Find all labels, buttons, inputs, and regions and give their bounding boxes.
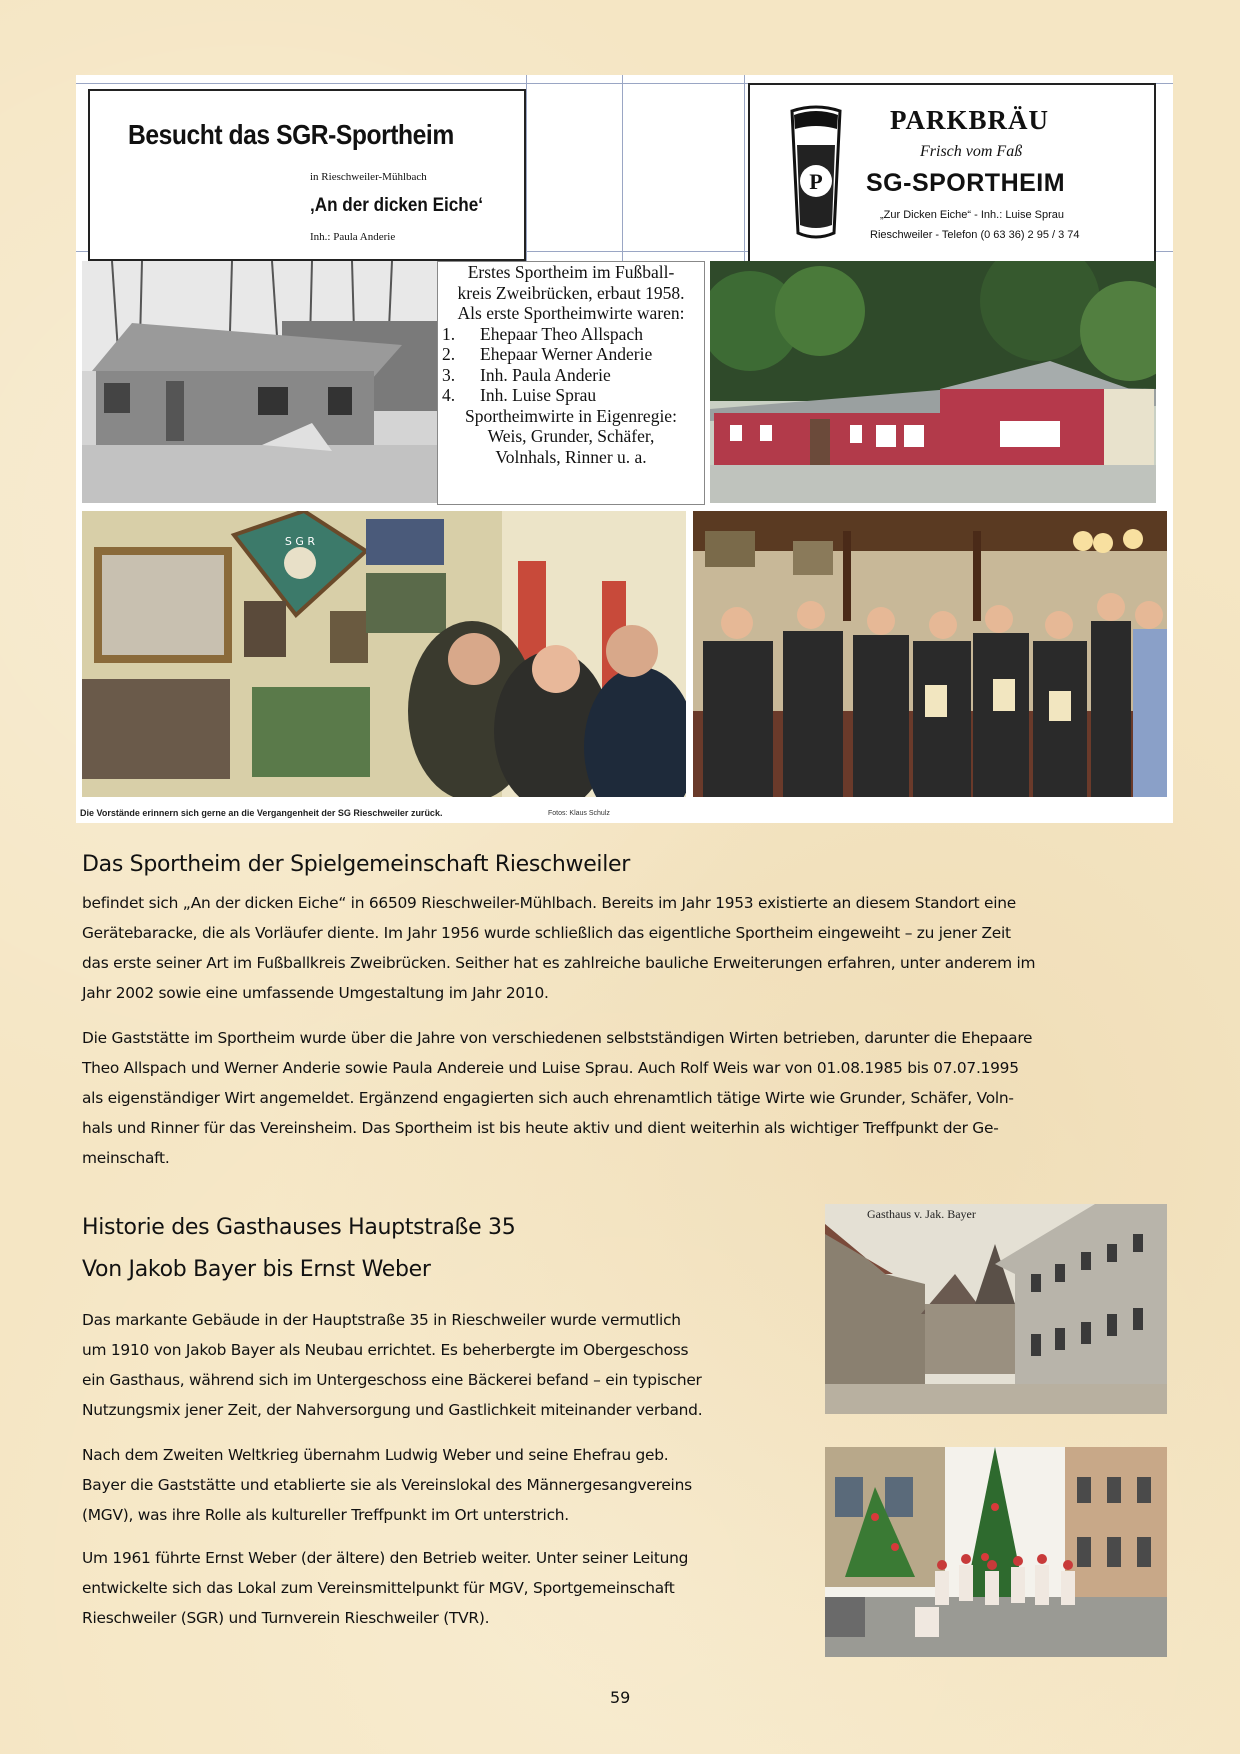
photo-gasthaus-postcard: [825, 1204, 1167, 1414]
guide-line: [526, 75, 527, 261]
ad-owner: Inh.: Paula Anderie: [310, 231, 396, 243]
section1-paragraph1: befindet sich „An der dicken Eiche“ in 66509 Rieschweiler-Mühlbach. Bereits im Jahr 1953 existierte an diesem Standort eine Gerätebaracke, die als Vorläufer diente. Im Jahr 1956 wurde schließlich das eigentliche Sportheim eingeweiht – zu jener Zeit das erste seiner Art im Fußballkreis Zweibrücken. Seither hat es zahlreiche bauliche Erweiterungen erfahren, unter anderem im Jahr 2002 sowie eine umfassende Umgestaltung im Jahr 2010.: [82, 894, 1036, 1002]
photo-gasthaus-festival: [825, 1447, 1167, 1657]
glass-letter: P: [809, 169, 823, 194]
ad-parkbraeu: [748, 83, 1156, 265]
info-intro-3: Als erste Sportheimwirte waren:: [457, 303, 685, 323]
section1-title: Das Sportheim der Spielgemeinschaft Rieschweiler: [82, 852, 631, 877]
section2-title: Historie des Gasthauses Hauptstraße 35: [82, 1215, 516, 1240]
info-list-item: 4. Inh. Luise Sprau: [442, 385, 597, 405]
ad-brand: PARKBRÄU: [890, 105, 1049, 135]
section1-paragraph2: Die Gaststätte im Sportheim wurde über die Jahre von verschiedenen selbstständigen Wirten betrieben, darunter die Ehepaare Theo Allspach und Werner Anderie sowie Paula Andereie und Luise Sprau. Auch Rolf Weis war von 01.08.1985 bis 07.07.1995 als eigenständiger Wirt angemeldet. Ergänzend engagierten sich auch ehrenamtlich tätige Wirte wie Grunder, Schäfer, Voln- hals und Rinner für das Vereinsheim. Das Sportheim ist bis heute aktiv und dient weiterhin als wichtiger Treffpunkt der Ge- meinschaft.: [82, 1029, 1033, 1167]
ad-line1: „Zur Dicken Eiche“ - Inh.: Luise Sprau: [880, 209, 1065, 221]
photo-old-sportheim: [82, 261, 438, 503]
info-intro-2: kreis Zweibrücken, erbaut 1958.: [457, 282, 685, 303]
ad-title: SG-SPORTHEIM: [866, 169, 1066, 197]
ad-name: ‚An der dicken Eiche‘: [310, 195, 483, 216]
section2-paragraph1: Das markante Gebäude in der Hauptstraße 35 in Rieschweiler wurde vermutlich um 1910 von Jakob Bayer als Neubau errichtet. Es beherbergte im Obergeschoss ein Gasthaus, während sich im Untergeschoss eine Bäckerei befand – ein typischer Nutzungsmix jener Zeit, der Nahversorgung und Gastlichkeit miteinander verband.: [82, 1311, 703, 1419]
ad-slogan: Frisch vom Faß: [920, 143, 1023, 160]
photo-new-sportheim: [710, 261, 1156, 503]
postcard-caption: Gasthaus v. Jak. Bayer: [867, 1207, 976, 1221]
ad-line2: Rieschweiler - Telefon (0 63 36) 2 95 / 3 74: [870, 229, 1080, 241]
photo-group-honoring: [693, 511, 1167, 797]
photo-caption: Die Vorstände erinnern sich gerne an die Vergangenheit der SG Rieschweiler zurück.: [80, 808, 443, 818]
section2-paragraph3: Um 1961 führte Ernst Weber (der ältere) den Betrieb weiter. Unter seiner Leitung entwickelte sich das Lokal zum Vereinsmittelpunkt für MGV, Sportgemeinschaft Rieschweiler (SGR) und Turnverein Rieschweiler (TVR).: [82, 1549, 689, 1627]
crest-text: S G R: [284, 535, 316, 548]
section2-subtitle: Von Jakob Bayer bis Ernst Weber: [82, 1257, 431, 1282]
page-number: 59: [610, 1688, 631, 1707]
ad-sgr-sportheim: [88, 89, 526, 261]
info-box: [437, 261, 705, 505]
guide-line: [622, 75, 623, 261]
beer-glass-icon: [788, 105, 844, 243]
guide-line: [744, 75, 745, 261]
info-list-item: 3. Inh. Paula Anderie: [442, 364, 611, 385]
ad-location: in Rieschweiler-Mühlbach: [310, 171, 427, 183]
info-outro-1: Sportheimwirte in Eigenregie:: [465, 405, 677, 426]
ad-headline: Besucht das SGR-Sportheim: [128, 119, 454, 150]
photo-credit: Fotos: Klaus Schulz: [548, 810, 610, 817]
photo-trophy-wall: [82, 511, 686, 797]
info-intro-1: Erstes Sportheim im Fußball-: [467, 262, 675, 282]
section2-paragraph2: Nach dem Zweiten Weltkrieg übernahm Ludwig Weber und seine Ehefrau geb. Bayer die Gaststätte und etablierte sie als Vereinslokal des Männergesangvereins (MGV), was ihre Rolle als kultureller Treffpunkt im Ort unterstrich.: [82, 1446, 692, 1524]
info-list-item: 1. Ehepaar Theo Allspach: [442, 323, 643, 344]
info-list-item: 2. Ehepaar Werner Anderie: [442, 344, 653, 364]
photo-collage: [76, 75, 1173, 823]
info-outro-3: Volnhals, Rinner u. a.: [495, 446, 647, 467]
info-outro-2: Weis, Grunder, Schäfer,: [487, 426, 655, 446]
